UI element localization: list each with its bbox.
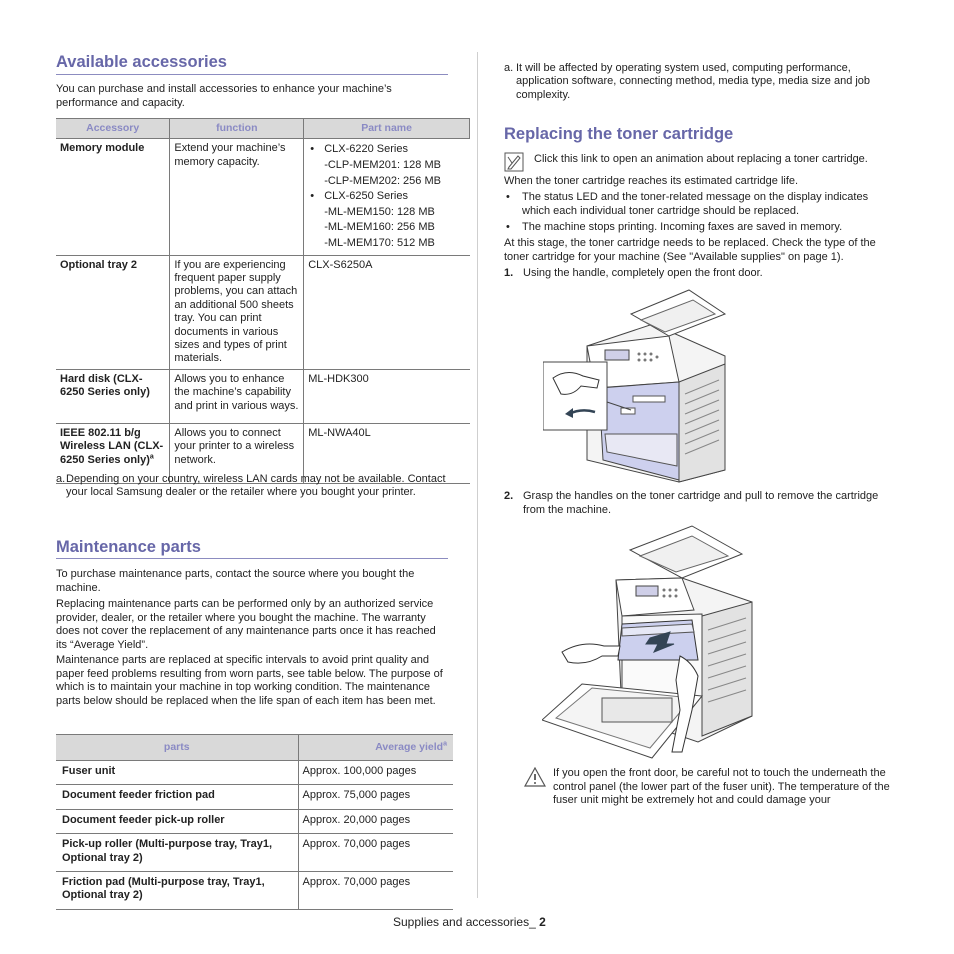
list-item: • The machine stops printing. Incoming faxes are saved in memory. [504,221,896,235]
warning-triangle-icon [524,767,546,787]
toner-p2: At this stage, the toner cartridge needs to be replaced. Check the type of the toner cartridge for your machine (See "Available supplies" on page 1). [504,237,876,263]
toner-removal-illustration [542,520,762,764]
page-number: 2 [539,915,546,929]
table-row [56,809,453,833]
part-cell: Document feeder friction pad [56,785,298,809]
col-average-yield [298,735,453,761]
step-text: Grasp the handles on the toner cartridge and pull to remove the cartridge from the machine. [523,490,879,516]
yield-cell: Approx. 100,000 pages [298,761,453,785]
table-row [56,761,453,785]
footnote-text: It will be affected by operating system used, computing performance, application software, connecting method, media type, media size and job complexity. [516,62,871,101]
footnote-mark: a. [56,473,66,485]
part-cell: Fuser unit [56,761,298,785]
col-average-yield-label: Average yield [375,740,444,753]
table-row [56,834,453,872]
col-parts: parts [56,735,298,761]
toner-bullets [504,191,896,235]
accessories-footnote [56,473,450,500]
function-cell: Allows you to enhance the machine’s capability and print in various ways. [170,369,304,423]
heading-rule [56,74,448,75]
part-item: -CLP-MEM202: 256 MB [324,174,441,187]
step-number: 1. [504,267,514,279]
maintenance-p2: Replacing maintenance parts can be performed only by an authorized service provider, dealer, or the retailer where you bought the machine. The warranty does not cover the replacement of any maintenance parts once it has reached its “Average Yield”. [56,598,436,651]
col-accessory: Accessory [56,119,170,139]
accessories-table [56,118,470,484]
printer-open-door-illustration [543,284,733,484]
part-cell: ML-NWA40L [304,423,470,483]
part-item: -CLP-MEM201: 128 MB [324,159,441,171]
part-item: -ML-MEM170: 512 MB [324,236,435,249]
footnote-ref: a [443,740,447,748]
table-row [56,785,453,809]
note-pencil-icon [504,152,524,172]
footnote-text: Depending on your country, wireless LAN cards may not be available. Contact your local Samsung dealer or the retailer where you bought your printer. [66,473,446,499]
part-item: • CLX-6250 Series [308,189,465,205]
footer-label: Supplies and accessories_ [393,915,536,929]
part-cell: ML-HDK300 [304,369,470,423]
warning-text: If you open the front door, be careful not to touch the underneath the control panel (the lower part of the fuser unit). The temperature of the fuser unit might be extremely hot and could damage your [553,767,890,806]
page-footer [393,916,546,930]
accessory-cell: Hard disk (CLX-6250 Series only) [56,369,170,423]
heading-rule [56,558,448,559]
step-number: 2. [504,490,514,502]
part-cell: Pick-up roller (Multi-purpose tray, Tray1, Optional tray 2) [56,834,298,872]
function-cell: Allows you to connect your printer to a wireless network. [170,423,304,483]
yield-cell: Approx. 70,000 pages [298,872,453,910]
table-row [56,255,470,369]
column-divider [477,52,478,898]
part-cell: Friction pad (Multi-purpose tray, Tray1, Optional tray 2) [56,872,298,910]
table-row [56,872,453,910]
maintenance-p3: Maintenance parts are replaced at specific intervals to avoid print quality and paper feed problems resulting from worn parts, see table below. The purpose of which is to maintain your machine in top working condition. The maintenance parts below should be replaced when the life span of each item has been met. [56,654,443,707]
function-cell: Extend your machine’s memory capacity. [170,139,304,255]
footnote-mark: a. [504,62,514,74]
part-cell: Document feeder pick-up roller [56,809,298,833]
accessories-intro: You can purchase and install accessories to enhance your machine’s performance and capacity. [56,83,392,109]
yield-footnote [504,62,896,102]
toner-heading: Replacing the toner cartridge [504,125,734,143]
part-cell: CLX-S6250A [304,255,470,369]
col-part-name: Part name [304,119,470,139]
maintenance-table [56,734,453,910]
col-function: function [170,119,304,139]
part-item: -ML-MEM160: 256 MB [324,221,435,234]
function-cell: If you are experiencing frequent paper supply problems, you can attach an additional 500 sheets tray. You can print documents in various sizes and types of print materials. [170,255,304,369]
accessories-heading: Available accessories [56,53,227,71]
part-item: -ML-MEM150: 128 MB [324,205,435,218]
accessory-cell: Memory module [56,139,170,255]
step-2 [504,490,896,517]
list-item: • The status LED and the toner-related message on the display indicates which each individual toner cartridge should be replaced. [504,191,896,218]
maintenance-p1: To purchase maintenance parts, contact the source where you bought the machine. [56,568,415,594]
step-1 [504,267,896,281]
yield-cell: Approx. 75,000 pages [298,785,453,809]
maintenance-heading: Maintenance parts [56,538,201,556]
part-item: • CLX-6220 Series [308,142,465,158]
table-row [56,369,470,423]
part-cell [304,139,470,255]
animation-link[interactable]: Click this link to open an animation about replacing a toner cartridge. [534,153,868,165]
step-text: Using the handle, completely open the front door. [523,267,763,279]
accessory-cell: Optional tray 2 [56,255,170,369]
yield-cell: Approx. 20,000 pages [298,809,453,833]
footnote-ref: a [149,452,154,460]
yield-cell: Approx. 70,000 pages [298,834,453,872]
accessory-label: IEEE 802.11 b/g Wireless LAN (CLX-6250 Series only) [60,426,164,466]
table-row [56,139,470,255]
toner-p1: When the toner cartridge reaches its estimated cartridge life. [504,175,799,187]
